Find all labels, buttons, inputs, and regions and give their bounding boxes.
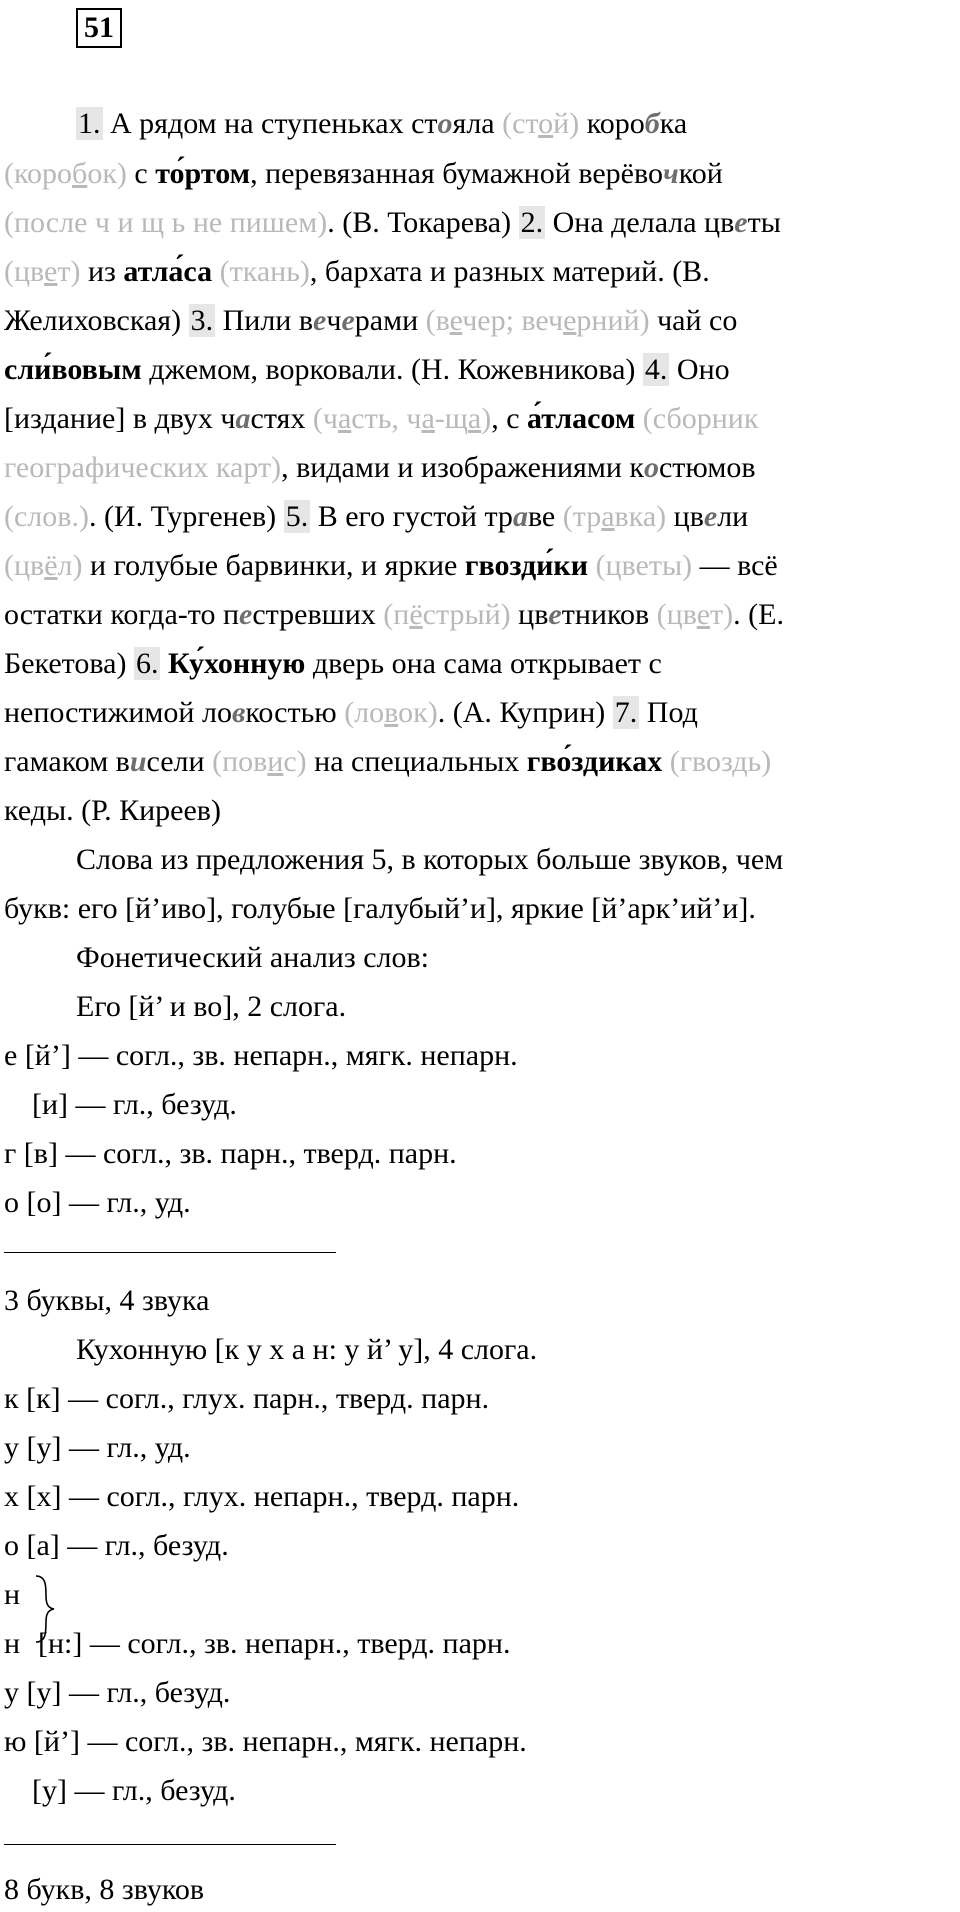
text-segment: (гвоздь) — [669, 745, 772, 778]
text-segment: л) — [57, 549, 83, 582]
example-line — [4, 252, 710, 292]
text-segment: 3. — [190, 304, 214, 337]
text-segment: (п — [383, 598, 410, 631]
text-segment: б — [72, 157, 88, 190]
text-segment: ч — [662, 157, 679, 190]
text-segment: и голубые барвинки, и яркие — [82, 549, 465, 582]
text-segment: кой — [678, 157, 723, 190]
example-line — [4, 154, 723, 194]
text-segment: й) — [553, 107, 580, 140]
text-segment: на специальных — [306, 745, 527, 778]
text-segment: Она делала цв — [545, 206, 735, 239]
word2-row: н — [4, 1627, 21, 1660]
text-segment: с — [126, 157, 156, 190]
text-segment: 4. — [644, 353, 668, 386]
text-segment: е — [734, 206, 748, 239]
text-segment: ё — [44, 549, 58, 582]
divider — [4, 1252, 336, 1253]
text-segment: ) — [481, 402, 492, 435]
example-line — [4, 742, 771, 782]
text-segment: в — [384, 696, 399, 729]
text-segment: коро — [579, 107, 645, 140]
text-segment: 7. — [614, 696, 638, 729]
example-line — [4, 448, 756, 488]
example-line — [4, 497, 748, 537]
word1-title: Его [й’ и во], 2 слога. — [76, 990, 347, 1023]
text-segment: (цветы) — [595, 549, 693, 582]
text-segment: 6. — [135, 647, 159, 680]
word1-row: о [о] — гл., уд. — [4, 1186, 191, 1219]
text-segment: о — [538, 107, 554, 140]
text-segment: . (В. Токарева) — [327, 206, 519, 239]
text-segment: (после ч и щ ь не пишем) — [4, 206, 328, 239]
text-segment: (в — [425, 304, 450, 337]
text-segment: е — [703, 500, 718, 533]
text-segment: — всё — [692, 549, 778, 582]
word2-row: ю [й’] — согл., зв. непарн., мягк. непарн. — [4, 1725, 527, 1758]
text-segment: В его густой тр — [310, 500, 513, 533]
text-segment: гвозди́ки — [464, 549, 588, 582]
text-segment: (сборник — [642, 402, 759, 435]
text-segment: е — [449, 304, 463, 337]
text-segment: а — [601, 500, 615, 533]
text-segment: сли́вовым — [4, 353, 142, 386]
text-segment: [издание] в двух ч — [4, 402, 236, 435]
word2-row: н — [4, 1578, 21, 1611]
text-segment: ё — [409, 598, 423, 631]
example-line — [4, 595, 784, 635]
word2-row: к [к] — согл., глух. парн., тверд. парн. — [4, 1382, 490, 1415]
text-segment: остатки когда-то п — [4, 598, 240, 631]
text-segment: т) — [710, 598, 734, 631]
text-segment: (цв — [4, 549, 45, 582]
word2-row: у [у] — гл., безуд. — [4, 1676, 231, 1709]
example-line — [4, 791, 221, 831]
text-segment: . (Е. — [733, 598, 784, 631]
text-segment: чер; веч — [462, 304, 564, 337]
text-segment: Желиховская) — [4, 304, 189, 337]
text-segment: е — [239, 598, 253, 631]
text-segment: (тр — [562, 500, 602, 533]
example-line — [4, 644, 662, 684]
word2-summary: 8 букв, 8 звуков — [4, 1873, 205, 1906]
text-segment: из — [80, 255, 124, 288]
text-segment: гамаком в — [4, 745, 130, 778]
text-segment — [662, 745, 670, 778]
text-segment: ли — [717, 500, 749, 533]
text-segment: А рядом на ступеньках ст — [102, 107, 438, 140]
word2-row: у [у] — гл., уд. — [4, 1431, 191, 1464]
text-segment: джемом, ворковали. (Н. Кожевникова) — [141, 353, 643, 386]
text-segment: (ткань) — [219, 255, 310, 288]
text-segment: а — [512, 500, 528, 533]
text-segment: Бекетова) — [4, 647, 134, 680]
text-segment: дверь она сама открывает с — [305, 647, 662, 680]
word2-row: х [х] — согл., глух. непарн., тверд. парн. — [4, 1480, 520, 1513]
text-segment: (ч — [312, 402, 338, 435]
text-segment: е — [563, 304, 577, 337]
text-segment: кеды. (Р. Киреев) — [4, 794, 221, 827]
text-segment: сть, ч — [351, 402, 422, 435]
text-segment: Пили в — [215, 304, 314, 337]
text-segment: б — [644, 107, 660, 140]
text-segment: (цв — [4, 255, 45, 288]
example-line — [4, 546, 778, 586]
divider — [4, 1844, 336, 1845]
text-segment: е — [313, 304, 327, 337]
text-segment: -щ — [434, 402, 468, 435]
text-segment: Под — [639, 696, 698, 729]
text-segment: а — [467, 402, 482, 435]
word1-row: [и] — гл., безуд. — [32, 1088, 237, 1121]
word2-row: [у] — гл., безуд. — [32, 1774, 236, 1807]
text-segment: стрый) — [422, 598, 511, 631]
sounds-paragraph-line: букв: его [й’иво], голубые [галубый’и], яркие [й’арк’ий’и]. — [4, 892, 756, 925]
text-segment: е — [548, 598, 562, 631]
text-segment: , видами и изображениями к — [281, 451, 644, 484]
text-segment: 5. — [285, 500, 309, 533]
word1-row: е [й’] — согл., зв. непарн., мягк. непарн. — [4, 1039, 518, 1072]
text-segment: и — [267, 745, 284, 778]
text-segment: тников — [561, 598, 657, 631]
example-line — [4, 203, 781, 243]
text-segment: (ст — [502, 107, 539, 140]
text-segment: (ло — [344, 696, 385, 729]
text-segment — [588, 549, 596, 582]
text-segment: стревших — [252, 598, 384, 631]
text-segment: вка) — [614, 500, 667, 533]
text-segment: гво́здиках — [526, 745, 663, 778]
word1-row: г [в] — согл., зв. парн., тверд. парн. — [4, 1137, 457, 1170]
text-segment: ч — [326, 304, 342, 337]
text-segment: т) — [57, 255, 81, 288]
text-segment: Ку́хонную — [167, 647, 306, 680]
text-segment: стях — [250, 402, 313, 435]
text-segment: . (И. Тургенев) — [88, 500, 284, 533]
text-segment: (слов.) — [4, 500, 89, 533]
text-segment: а — [337, 402, 352, 435]
word2-row: [н:] — согл., зв. непарн., тверд. парн. — [38, 1627, 511, 1660]
text-segment: а — [421, 402, 435, 435]
text-segment: (коро — [4, 157, 73, 190]
example-line — [4, 399, 758, 439]
text-segment: ка — [659, 107, 688, 140]
exercise-number: 51 — [76, 8, 122, 48]
text-segment: 1. — [78, 107, 101, 140]
text-segment: с) — [283, 745, 307, 778]
text-segment: то́ртом — [155, 157, 251, 190]
text-segment: стюмов — [658, 451, 756, 484]
text-segment: о — [643, 451, 659, 484]
text-segment: , перевязанная бумажной верёво — [250, 157, 663, 190]
text-segment: а́тласом — [527, 402, 636, 435]
phonetic-heading: Фонетический анализ слов: — [76, 941, 429, 974]
text-segment: ты — [747, 206, 781, 239]
text-segment: е — [341, 304, 355, 337]
text-segment: чай со — [649, 304, 738, 337]
text-segment: , с — [491, 402, 528, 435]
text-segment: сели — [146, 745, 213, 778]
text-segment — [212, 255, 220, 288]
example-line — [4, 301, 737, 341]
sounds-paragraph-line: Слова из предложения 5, в которых больше звуков, чем — [76, 843, 784, 876]
word2-title: Кухонную [к у х а н: у й’ у], 4 слога. — [76, 1333, 538, 1366]
text-segment: (пов — [212, 745, 268, 778]
text-segment: ок) — [398, 696, 438, 729]
text-segment: е — [44, 255, 58, 288]
text-segment: Оно — [669, 353, 730, 386]
text-segment — [635, 402, 643, 435]
text-segment: яла — [452, 107, 503, 140]
word2-row: о [а] — гл., безуд. — [4, 1529, 229, 1562]
text-segment: е — [696, 598, 711, 631]
text-segment: и — [129, 745, 147, 778]
text-segment: , бархата и разных материй. (В. — [309, 255, 710, 288]
text-segment: . (А. Куприн) — [437, 696, 613, 729]
text-segment — [160, 647, 168, 680]
text-segment: цв — [510, 598, 549, 631]
text-segment: 2. — [520, 206, 544, 239]
text-segment: географических карт) — [4, 451, 282, 484]
text-segment: а — [235, 402, 251, 435]
word1-summary: 3 буквы, 4 звука — [4, 1284, 210, 1317]
text-segment: атла́са — [123, 255, 213, 288]
example-line — [4, 693, 698, 733]
example-line — [4, 350, 730, 390]
text-segment: (цв — [656, 598, 697, 631]
text-segment: костью — [245, 696, 345, 729]
text-segment: рами — [354, 304, 426, 337]
text-segment: ок) — [87, 157, 127, 190]
text-segment: о — [437, 107, 453, 140]
text-segment: в — [231, 696, 246, 729]
text-segment: цв — [666, 500, 704, 533]
text-segment: рний) — [576, 304, 650, 337]
text-segment: непостижимой ло — [4, 696, 232, 729]
text-segment: ве — [527, 500, 563, 533]
example-line — [76, 104, 687, 144]
